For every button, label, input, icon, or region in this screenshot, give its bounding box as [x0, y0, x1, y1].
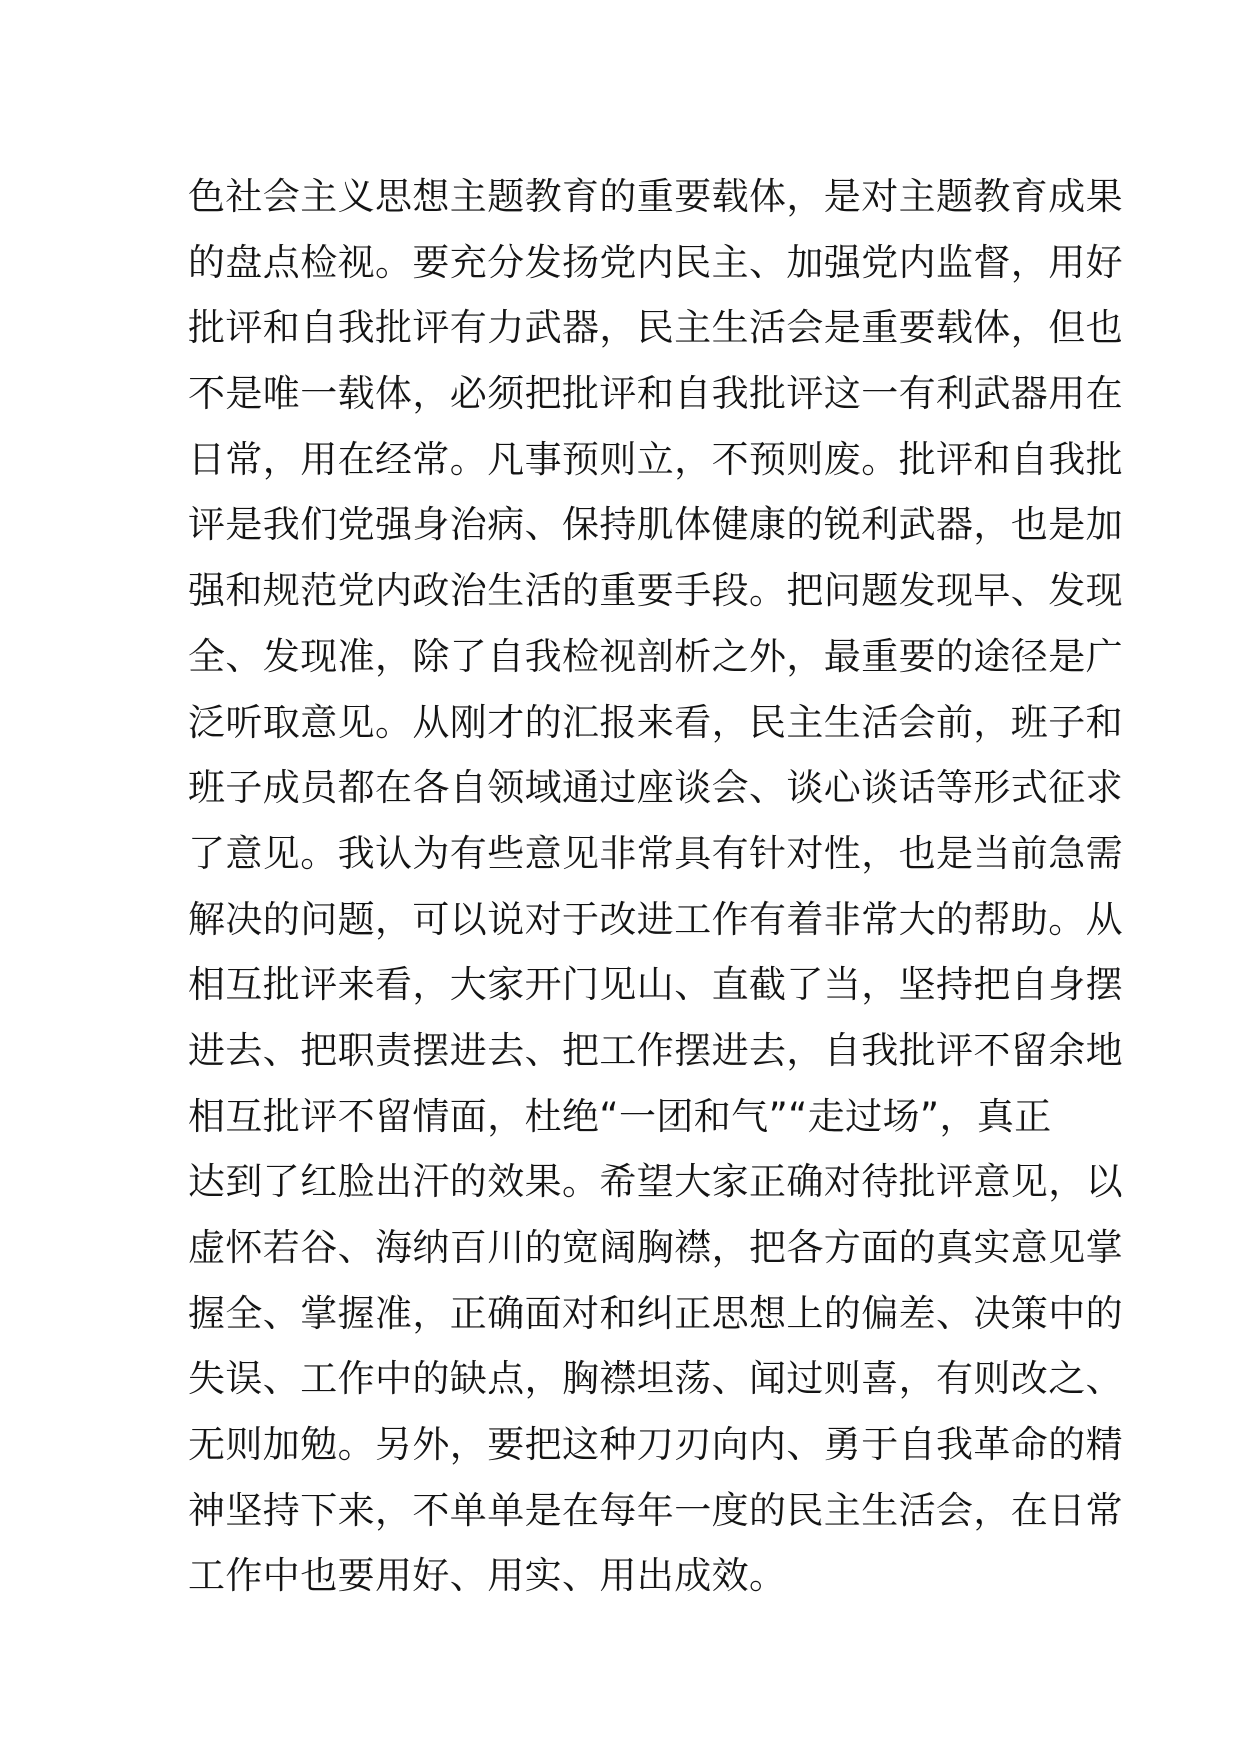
text-line-10: 班子成员都在各自领域通过座谈会、谈心谈话等形式征求 — [188, 766, 1123, 810]
text-line-14: 进去、把职责摆进去、把工作摆进去，自我批评不留余地 — [188, 1028, 1123, 1072]
text-line-6: 评是我们党强身治病、保持肌体健康的锐利武器，也是加 — [188, 503, 1123, 547]
text-line-9: 泛听取意见。从刚才的汇报来看，民主生活会前，班子和 — [188, 700, 1123, 744]
body-paragraph — [188, 164, 1123, 1609]
text-line-16: 达到了红脸出汗的效果。希望大家正确对待批评意见，以 — [188, 1160, 1123, 1204]
text-line-15: 相互批评不留情面，杜绝“一团和气”“走过场”，真正 — [188, 1094, 1052, 1138]
text-line-7: 强和规范党内政治生活的重要手段。把问题发现早、发现 — [188, 569, 1123, 613]
text-line-12: 解决的问题，可以说对于改进工作有着非常大的帮助。从 — [188, 897, 1123, 941]
text-line-21: 神坚持下来，不单单是在每年一度的民主生活会，在日常 — [188, 1488, 1123, 1532]
text-line-1: 色社会主义思想主题教育的重要载体，是对主题教育成果 — [188, 175, 1123, 218]
text-line-8: 全、发现准，除了自我检视剖析之外，最重要的途径是广 — [188, 634, 1123, 678]
text-line-5: 日常，用在经常。凡事预则立，不预则废。批评和自我批 — [188, 437, 1123, 481]
text-line-11: 了意见。我认为有些意见非常具有针对性，也是当前急需 — [188, 831, 1123, 875]
text-line-22: 工作中也要用好、用实、用出成效。 — [188, 1554, 787, 1598]
text-line-13: 相互批评来看，大家开门见山、直截了当，坚持把自身摆 — [188, 963, 1123, 1007]
text-line-2: 的盘点检视。要充分发扬党内民主、加强党内监督，用好 — [188, 240, 1123, 284]
text-line-19: 失误、工作中的缺点，胸襟坦荡、闻过则喜，有则改之、 — [188, 1357, 1123, 1401]
text-line-4: 不是唯一载体，必须把批评和自我批评这一有利武器用在 — [188, 372, 1123, 416]
text-line-18: 握全、掌握准，正确面对和纠正思想上的偏差、决策中的 — [188, 1291, 1123, 1335]
text-line-3: 批评和自我批评有力武器，民主生活会是重要载体，但也 — [188, 306, 1123, 350]
text-line-17: 虚怀若谷、海纳百川的宽阔胸襟，把各方面的真实意见掌 — [188, 1226, 1123, 1269]
text-line-20: 无则加勉。另外，要把这种刀刃向内、勇于自我革命的精 — [188, 1423, 1123, 1467]
